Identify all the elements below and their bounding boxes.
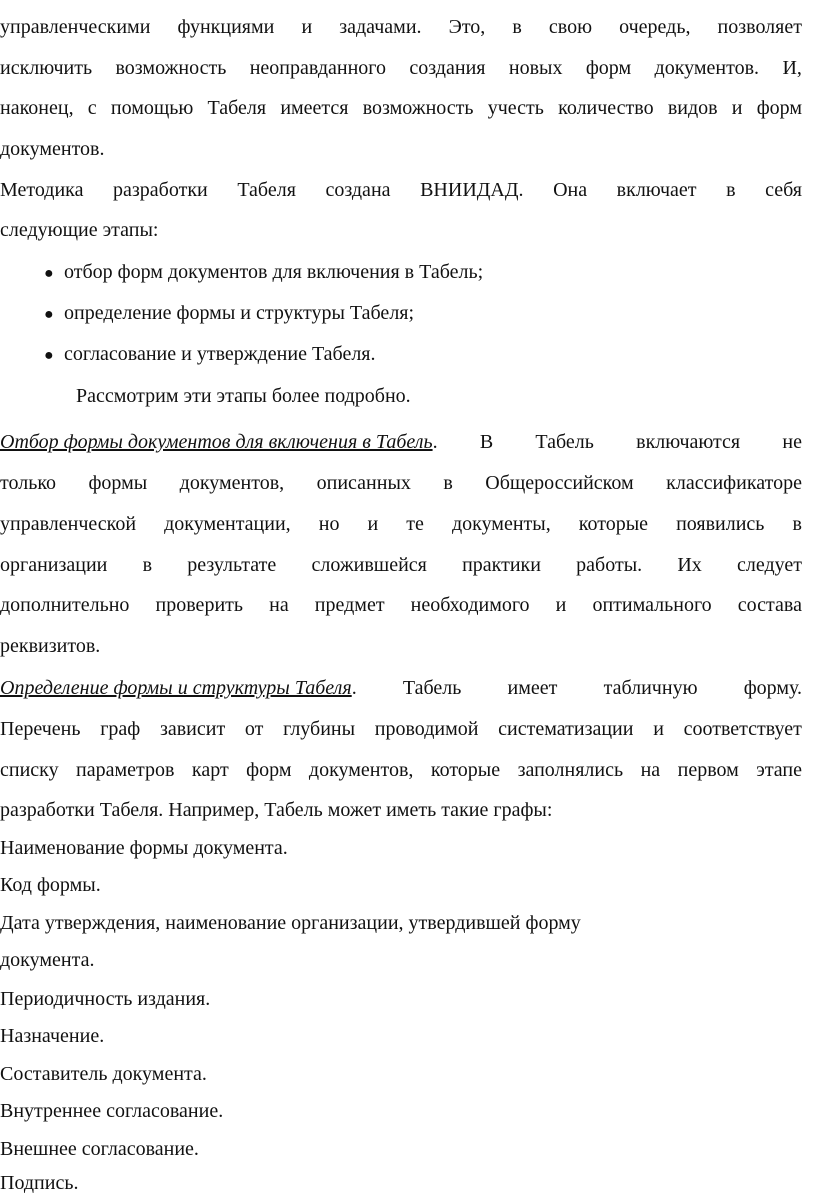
word: дополнительно [0, 594, 130, 616]
word: проводимой [374, 718, 479, 740]
word: формы [88, 472, 148, 494]
word: форм [756, 97, 802, 119]
word: глубины [283, 718, 356, 740]
list-item-text: отбор форм документов для включения в Табель; [64, 261, 484, 283]
word: документации, [164, 513, 291, 535]
word: списку [0, 759, 59, 781]
bullet-icon: ● [44, 265, 54, 282]
word: управленческой [0, 513, 137, 535]
word: наконец, [0, 97, 74, 119]
column-item: Периодичность издания. [0, 988, 211, 1010]
word: следует [737, 554, 802, 576]
word: в [512, 16, 522, 38]
word: и [555, 594, 567, 616]
section-structure-first-line [0, 675, 802, 703]
column-item: документа. [0, 949, 95, 971]
word: ВНИИДАД. [420, 179, 524, 201]
word: и [367, 513, 379, 535]
section-heading: Определение формы и структуры Табеля. [0, 677, 357, 699]
word: те [406, 513, 424, 535]
list-item [44, 259, 483, 287]
word: включаются [636, 431, 741, 453]
column-item: Подпись. [0, 1172, 79, 1194]
word: задачами. [339, 16, 422, 38]
word: в [443, 472, 453, 494]
word: возможность [115, 57, 227, 79]
text-line [0, 14, 802, 42]
word: зависит [159, 718, 226, 740]
word: появились [676, 513, 765, 535]
text-line [0, 552, 802, 580]
word: Общероссийском [485, 472, 634, 494]
word: количество [558, 97, 654, 119]
word: Табель [535, 431, 594, 453]
column-item: Внутреннее согласование. [0, 1100, 224, 1122]
word: имеет [507, 677, 558, 699]
word: в [142, 554, 153, 576]
word: и [731, 97, 743, 119]
text-line [0, 716, 802, 744]
list-item-text: определение формы и структуры Табеля; [64, 302, 415, 324]
column-item: Назначение. [0, 1025, 105, 1047]
word: результате [187, 554, 277, 576]
list-item [44, 300, 414, 328]
section-selection-first-line [0, 429, 802, 457]
word: свою [548, 16, 593, 38]
word: новых [508, 57, 563, 79]
word: Методика [0, 179, 84, 201]
word: документы, [451, 513, 551, 535]
word: функциями [177, 16, 275, 38]
word: Это, [448, 16, 486, 38]
word: неоправданного [249, 57, 386, 79]
bullet-icon: ● [44, 306, 54, 323]
word: Табеля [207, 97, 267, 119]
word: создания [409, 57, 486, 79]
word: соответствует [683, 718, 802, 740]
text-line: документов. [0, 138, 105, 160]
word: необходимого [410, 594, 530, 616]
bullet-icon: ● [44, 347, 54, 364]
word: и [653, 718, 664, 740]
word: создана [325, 179, 391, 201]
word: возможность [362, 97, 474, 119]
word: состава [737, 594, 802, 616]
text-line [0, 55, 802, 83]
word: описанных [316, 472, 411, 494]
word: сложившейся [311, 554, 427, 576]
word: которые [578, 513, 649, 535]
word: с [87, 97, 97, 119]
section-heading: Отбор формы документов для включения в Табель. [0, 431, 438, 453]
word: от [244, 718, 264, 740]
word: карт [191, 759, 229, 781]
text-line: Рассмотрим эти этапы более подробно. [76, 385, 411, 407]
text-line [0, 592, 802, 620]
word: и [301, 16, 313, 38]
column-item: Внешнее согласование. [0, 1138, 199, 1160]
word: управленческими [0, 16, 151, 38]
word: в [726, 179, 736, 201]
word: на [269, 594, 289, 616]
word: В [479, 431, 494, 453]
word: помощью [110, 97, 194, 119]
word: предмет [314, 594, 385, 616]
word: Их [677, 554, 702, 576]
word: организации [0, 554, 108, 576]
word: включает [616, 179, 697, 201]
text-line [0, 177, 802, 205]
word: документов. [654, 57, 760, 79]
word: Табеля [237, 179, 296, 201]
word: классификаторе [666, 472, 802, 494]
text-line: следующие этапы: [0, 219, 159, 241]
word: проверить [155, 594, 244, 616]
text-line [0, 511, 802, 539]
word: очередь, [619, 16, 691, 38]
column-item: Составитель документа. [0, 1063, 207, 1085]
word: документов, [308, 759, 414, 781]
word: оптимального [592, 594, 712, 616]
word: граф [100, 718, 141, 740]
word: имеется [280, 97, 349, 119]
word: форм [246, 759, 292, 781]
list-item [44, 341, 376, 369]
word: учесть [487, 97, 544, 119]
word: заполнялись [517, 759, 624, 781]
word: Перечень [0, 718, 81, 740]
word: практики [462, 554, 541, 576]
word: Табель [402, 677, 462, 699]
text-line [0, 95, 802, 123]
word: форму. [743, 677, 802, 699]
word: работы. [576, 554, 643, 576]
word: систематизации [498, 718, 634, 740]
word: но [318, 513, 340, 535]
word: позволяет [717, 16, 802, 38]
word: себя [765, 179, 802, 201]
word: исключить [0, 57, 93, 79]
word: И, [782, 57, 802, 79]
word: Она [553, 179, 588, 201]
text-line [0, 470, 802, 498]
column-item: Код формы. [0, 874, 101, 896]
word: которые [430, 759, 501, 781]
word: документов, [179, 472, 285, 494]
word: форм [585, 57, 632, 79]
word: видов [667, 97, 718, 119]
word: разработки [113, 179, 208, 201]
word: на [640, 759, 661, 781]
column-item: Наименование формы документа. [0, 837, 288, 859]
word: табличную [603, 677, 698, 699]
word: первом [677, 759, 739, 781]
column-item: Дата утверждения, наименование организации, утвердившей форму [0, 912, 581, 934]
word: в [792, 513, 802, 535]
word: параметров [76, 759, 175, 781]
text-line: разработки Табеля. Например, Табель может иметь такие графы: [0, 799, 553, 821]
text-line [0, 757, 802, 785]
list-item-text: согласование и утверждение Табеля. [64, 343, 376, 365]
word: этапе [756, 759, 802, 781]
text-line: реквизитов. [0, 635, 101, 657]
word: только [0, 472, 57, 494]
word: не [782, 431, 802, 453]
